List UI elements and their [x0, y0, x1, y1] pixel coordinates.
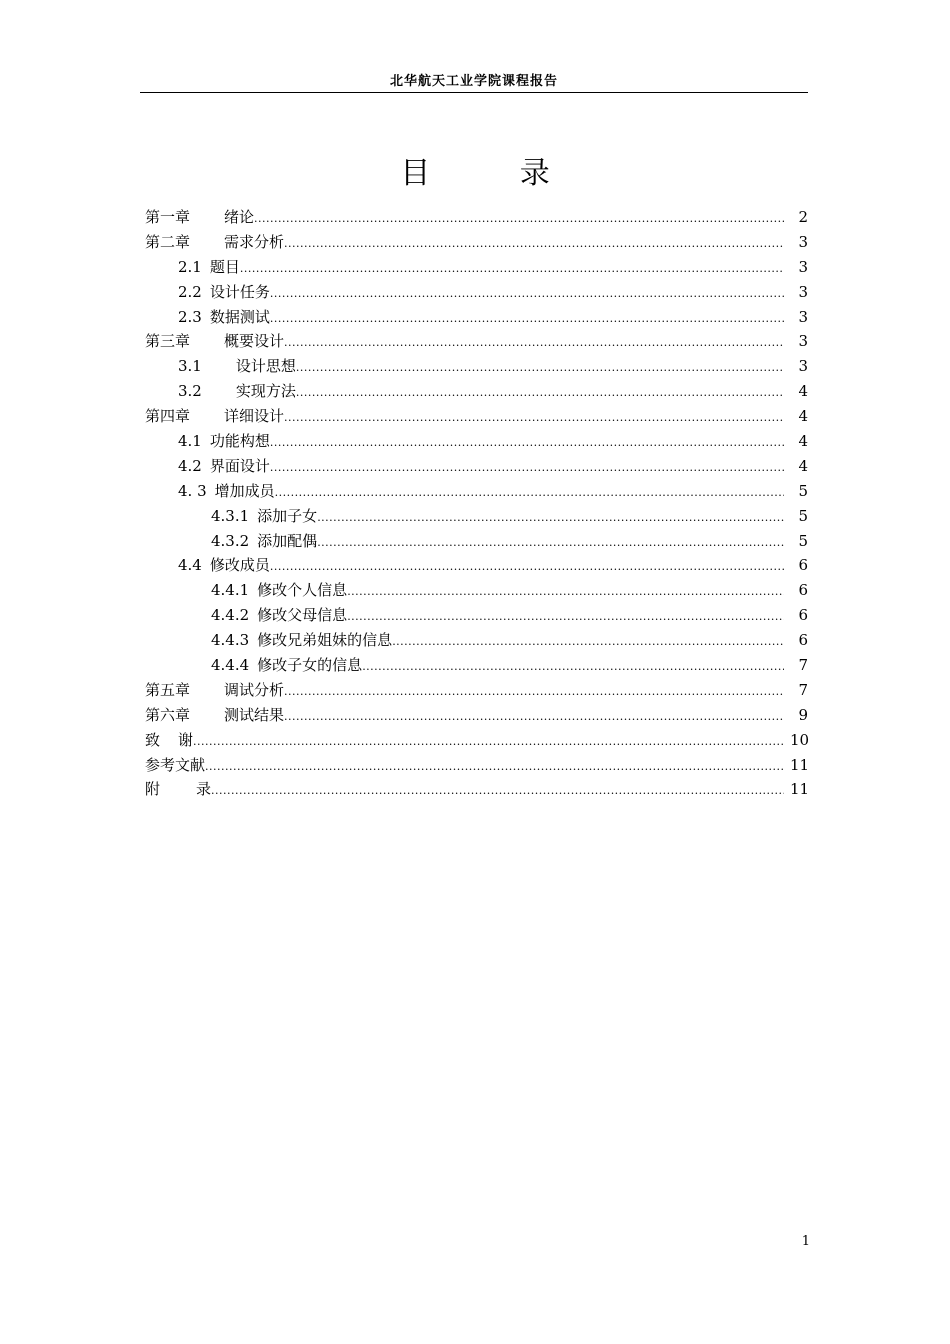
toc-entry-page: 11 — [790, 780, 810, 799]
toc-entry-label — [178, 553, 270, 578]
toc-entry-number: 2.1 — [178, 257, 202, 276]
toc-entry-page: 10 — [790, 730, 810, 749]
toc-entry-title: 调试分析 — [224, 680, 285, 699]
toc-entry-number: 2.2 — [178, 282, 202, 301]
toc-entry-label — [211, 653, 362, 678]
toc-entry-page: 9 — [798, 705, 808, 724]
toc-entry-number: 4. 3 — [178, 481, 207, 500]
toc-dot-leader — [347, 605, 784, 630]
toc-entry[interactable] — [145, 529, 808, 554]
toc-entry[interactable] — [145, 703, 808, 728]
toc-dot-leader — [284, 406, 784, 431]
toc-entry-number: 4.4.3 — [211, 631, 250, 650]
toc-entry[interactable] — [145, 354, 808, 379]
toc-dot-leader — [392, 630, 784, 655]
toc-entry[interactable] — [145, 255, 808, 280]
toc-entry-title: 修改子女的信息 — [257, 656, 363, 675]
toc-dot-leader — [296, 356, 784, 381]
toc-entry[interactable] — [145, 205, 808, 230]
toc-entry-page: 4 — [798, 456, 808, 475]
toc-entry-title: 设计任务 — [209, 282, 270, 301]
toc-dot-leader — [284, 331, 784, 356]
toc-entry[interactable] — [145, 728, 808, 753]
toc-entry[interactable] — [145, 777, 808, 802]
toc-entry[interactable] — [145, 628, 808, 653]
toc-entry[interactable] — [145, 230, 808, 255]
toc-entry-number: 致 — [145, 730, 161, 749]
table-of-contents — [145, 205, 808, 802]
toc-dot-leader — [211, 779, 784, 804]
toc-dot-leader — [240, 257, 784, 282]
toc-entry-label — [211, 628, 392, 653]
toc-entry-page: 5 — [798, 531, 808, 550]
toc-entry-page: 2 — [798, 208, 808, 226]
toc-entry-page: 6 — [798, 581, 808, 600]
toc-entry-title: 概要设计 — [224, 332, 285, 351]
toc-entry-number: 4.2 — [178, 456, 202, 475]
toc-entry-number: 4.4.4 — [211, 656, 250, 675]
toc-entry-label — [145, 404, 284, 429]
toc-entry-title: 功能构想 — [209, 432, 270, 451]
toc-entry-number: 4.3.2 — [211, 531, 250, 550]
toc-entry-number: 第三章 — [145, 332, 191, 351]
toc-dot-leader — [284, 705, 784, 730]
toc-entry-title: 添加配偶 — [257, 531, 318, 550]
toc-entry-label — [178, 255, 240, 280]
toc-entry-page: 3 — [798, 282, 808, 301]
toc-entry-page: 3 — [798, 332, 808, 351]
toc-dot-leader — [270, 431, 784, 456]
toc-entry-page: 3 — [798, 232, 808, 251]
toc-entry-label — [178, 305, 270, 330]
toc-dot-leader — [317, 531, 784, 556]
toc-entry-title: 实现方法 — [235, 382, 296, 401]
toc-entry-page: 7 — [798, 656, 808, 675]
toc-entry-title: 增加成员 — [214, 481, 275, 500]
toc-entry[interactable] — [145, 504, 808, 529]
toc-entry-page: 4 — [798, 382, 808, 401]
toc-entry-label — [178, 479, 275, 504]
toc-entry-title: 修改个人信息 — [257, 581, 348, 600]
toc-entry-title: 数据测试 — [209, 307, 270, 326]
toc-entry-page: 4 — [798, 407, 808, 426]
toc-dot-leader — [347, 580, 784, 605]
page-number: 1 — [801, 1234, 810, 1249]
toc-entry-title: 设计思想 — [235, 357, 296, 376]
toc-entry-title: 题目 — [209, 257, 240, 276]
toc-entry[interactable] — [145, 429, 808, 454]
toc-dot-leader — [362, 655, 784, 680]
toc-entry-title: 添加子女 — [257, 506, 318, 525]
toc-dot-leader — [254, 207, 784, 232]
toc-dot-leader — [270, 555, 784, 580]
toc-entry-number: 第四章 — [145, 407, 191, 426]
toc-dot-leader — [317, 506, 784, 531]
toc-entry-label — [145, 205, 254, 230]
toc-entry[interactable] — [145, 305, 808, 330]
toc-dot-leader — [275, 481, 784, 506]
toc-entry[interactable] — [145, 404, 808, 429]
toc-dot-leader — [296, 381, 784, 406]
toc-entry-page: 11 — [790, 755, 810, 774]
toc-entry-label — [178, 280, 270, 305]
toc-entry[interactable] — [145, 603, 808, 628]
toc-entry[interactable] — [145, 280, 808, 305]
toc-entry-title: 需求分析 — [224, 232, 285, 251]
toc-entry[interactable] — [145, 379, 808, 404]
toc-entry-label — [145, 230, 284, 255]
toc-entry-number: 第六章 — [145, 705, 191, 724]
toc-dot-leader — [205, 755, 784, 780]
toc-entry-page: 3 — [798, 307, 808, 326]
toc-entry[interactable] — [145, 479, 808, 504]
toc-entry[interactable] — [145, 653, 808, 678]
toc-entry[interactable] — [145, 553, 808, 578]
toc-title: 目 录 — [400, 156, 590, 191]
toc-entry-page: 3 — [798, 257, 808, 276]
toc-entry-label — [145, 329, 284, 354]
toc-entry-number: 2.3 — [178, 307, 202, 326]
toc-dot-leader — [284, 232, 784, 257]
toc-entry-title: 参考文献 — [145, 755, 206, 774]
toc-entry-label — [178, 429, 270, 454]
toc-dot-leader — [193, 730, 784, 755]
toc-entry-title: 测试结果 — [224, 705, 285, 724]
toc-entry-number: 4.4.1 — [211, 581, 250, 600]
toc-entry-number: 附 — [145, 780, 161, 799]
toc-entry-label — [211, 504, 317, 529]
toc-entry-label — [145, 678, 284, 703]
toc-entry-label — [211, 529, 317, 554]
toc-entry-label — [145, 753, 205, 778]
toc-entry-label — [178, 354, 296, 379]
toc-entry-page: 6 — [798, 631, 808, 650]
toc-entry-label — [145, 728, 193, 753]
toc-entry-number: 4.1 — [178, 432, 202, 451]
toc-entry[interactable] — [145, 753, 808, 778]
toc-entry-page: 4 — [798, 432, 808, 451]
toc-entry-title: 录 — [196, 780, 212, 799]
toc-entry-label — [145, 703, 284, 728]
toc-entry-title: 绪论 — [224, 208, 255, 226]
toc-dot-leader — [284, 680, 784, 705]
toc-entry-page: 3 — [798, 357, 808, 376]
toc-entry-title: 修改兄弟姐妹的信息 — [257, 631, 393, 650]
page-header: 北华航天工业学院课程报告 — [389, 74, 558, 89]
toc-entry-page: 6 — [798, 556, 808, 575]
toc-entry-number: 第二章 — [145, 232, 191, 251]
toc-entry-label — [145, 777, 211, 802]
toc-entry-page: 5 — [798, 506, 808, 525]
toc-dot-leader — [270, 456, 784, 481]
toc-entry-title: 修改成员 — [209, 556, 270, 575]
toc-entry-label — [178, 379, 296, 404]
toc-entry[interactable] — [145, 678, 808, 703]
toc-entry[interactable] — [145, 578, 808, 603]
toc-dot-leader — [270, 282, 784, 307]
toc-entry-number: 第五章 — [145, 680, 191, 699]
toc-entry-page: 6 — [798, 606, 808, 625]
toc-entry-label — [178, 454, 270, 479]
toc-entry-label — [211, 603, 347, 628]
toc-entry-number: 4.4 — [178, 556, 202, 575]
header-rule — [140, 92, 808, 93]
toc-entry-title: 谢 — [178, 730, 194, 749]
toc-entry-label — [211, 578, 347, 603]
toc-entry-number: 3.1 — [178, 357, 202, 376]
toc-entry-page: 7 — [798, 680, 808, 699]
toc-entry-page: 5 — [798, 481, 808, 500]
toc-entry-number: 第一章 — [145, 208, 191, 226]
toc-entry-title: 修改父母信息 — [257, 606, 348, 625]
toc-entry-title: 详细设计 — [224, 407, 285, 426]
toc-dot-leader — [270, 307, 784, 332]
toc-entry[interactable] — [145, 329, 808, 354]
toc-entry-number: 3.2 — [178, 382, 202, 401]
toc-entry[interactable] — [145, 454, 808, 479]
toc-entry-number: 4.3.1 — [211, 506, 250, 525]
toc-entry-title: 界面设计 — [209, 456, 270, 475]
toc-entry-number: 4.4.2 — [211, 606, 250, 625]
